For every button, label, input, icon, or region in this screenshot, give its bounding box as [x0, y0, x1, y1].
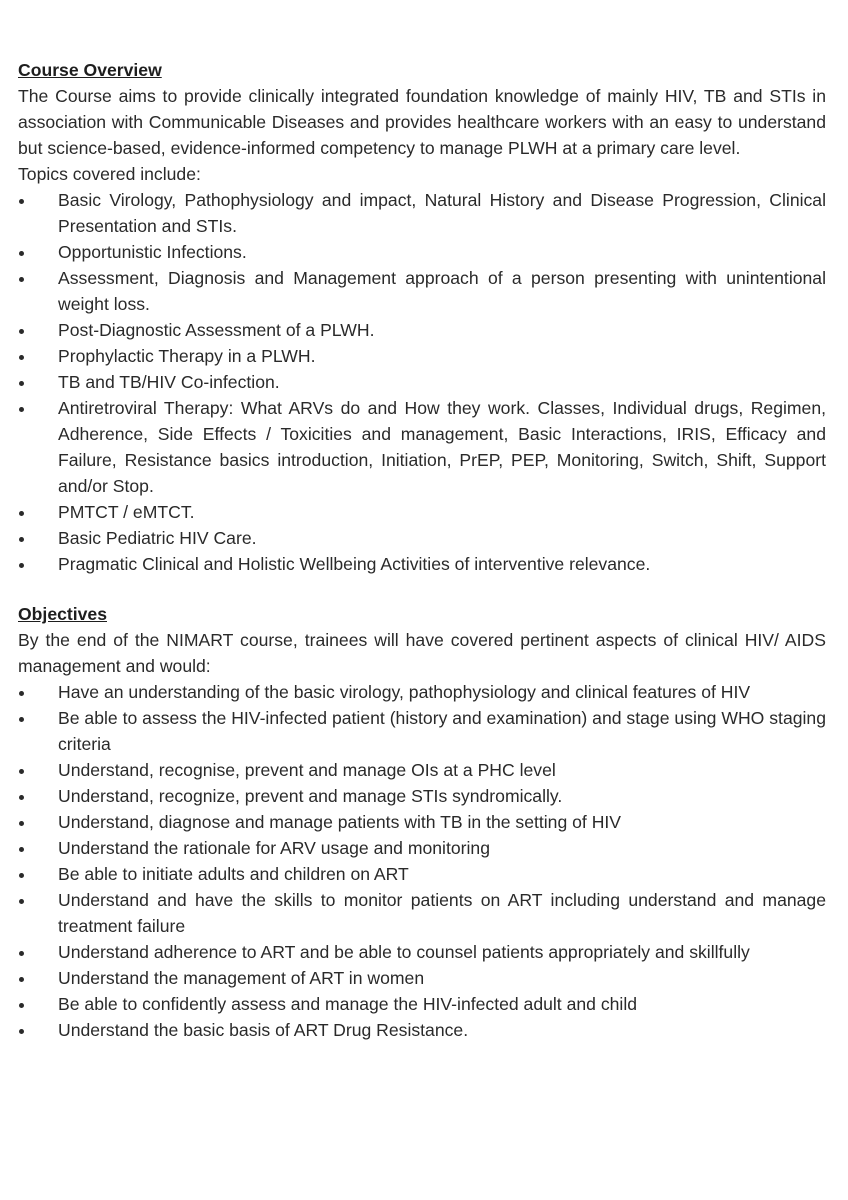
- bullet-icon: [19, 381, 24, 386]
- objective-text: Have an understanding of the basic virology, pathophysiology and clinical features of HIV: [58, 682, 751, 702]
- bullet-icon: [19, 951, 24, 956]
- topic-text: Prophylactic Therapy in a PLWH.: [58, 346, 316, 366]
- bullet-icon: [19, 769, 24, 774]
- objective-item: [18, 757, 826, 783]
- bullet-icon: [19, 277, 24, 282]
- objectives-section: [18, 601, 826, 1043]
- objective-text: Be able to confidently assess and manage the HIV-infected adult and child: [58, 994, 638, 1014]
- bullet-icon: [19, 329, 24, 334]
- objectives-intro: By the end of the NIMART course, trainees will have covered pertinent aspects of clinical HIV/ AIDS management and would:: [18, 630, 826, 676]
- topic-text: Basic Pediatric HIV Care.: [58, 528, 257, 548]
- bullet-icon: [19, 251, 24, 256]
- topic-text: PMTCT / eMTCT.: [58, 502, 195, 522]
- topic-text: Assessment, Diagnosis and Management approach of a person presenting with unintentional weight loss.: [58, 268, 826, 314]
- topic-item: [18, 265, 826, 317]
- objective-text: Understand adherence to ART and be able to counsel patients appropriately and skillfully: [58, 942, 750, 962]
- bullet-icon: [19, 1029, 24, 1034]
- bullet-icon: [19, 717, 24, 722]
- topic-item: [18, 499, 826, 525]
- bullet-icon: [19, 847, 24, 852]
- objective-item: [18, 1017, 826, 1043]
- objective-item: [18, 705, 826, 757]
- document-page: [18, 57, 826, 1043]
- bullet-icon: [19, 691, 24, 696]
- bullet-icon: [19, 977, 24, 982]
- bullet-icon: [19, 873, 24, 878]
- topic-item: [18, 343, 826, 369]
- bullet-icon: [19, 563, 24, 568]
- course-overview-heading: Course Overview: [18, 60, 162, 80]
- bullet-icon: [19, 199, 24, 204]
- topics-list: [18, 187, 826, 577]
- objective-item: [18, 991, 826, 1017]
- course-overview-section: [18, 57, 826, 577]
- objective-item: [18, 939, 826, 965]
- bullet-icon: [19, 821, 24, 826]
- objective-text: Understand, recognise, prevent and manage OIs at a PHC level: [58, 760, 556, 780]
- topic-text: Basic Virology, Pathophysiology and impact, Natural History and Disease Progression, Clinical Presentation and STIs.: [58, 190, 826, 236]
- bullet-icon: [19, 355, 24, 360]
- objective-text: Understand the rationale for ARV usage and monitoring: [58, 838, 490, 858]
- topic-text: Pragmatic Clinical and Holistic Wellbeing Activities of interventive relevance.: [58, 554, 651, 574]
- objective-item: [18, 809, 826, 835]
- topic-item: [18, 551, 826, 577]
- objective-text: Understand, recognize, prevent and manage STIs syndromically.: [58, 786, 563, 806]
- objective-item: [18, 965, 826, 991]
- topic-item: [18, 525, 826, 551]
- bullet-icon: [19, 407, 24, 412]
- course-overview-description: The Course aims to provide clinically integrated foundation knowledge of mainly HIV, TB and STIs in association with Communicable Diseases and provides healthcare workers with an easy to understand but science-based, evidence-informed competency to manage PLWH at a primary care level.: [18, 86, 826, 158]
- objective-item: [18, 887, 826, 939]
- objective-item: [18, 835, 826, 861]
- objective-text: Understand the basic basis of ART Drug Resistance.: [58, 1020, 469, 1040]
- objectives-heading: Objectives: [18, 604, 107, 624]
- topic-text: Antiretroviral Therapy: What ARVs do and How they work. Classes, Individual drugs, Regimen, Adherence, Side Effects / Toxicities and management, Basic Interactions, IRIS, Efficacy and Failure, Resistance basics introduction, Initiation, PrEP, PEP, Monitoring, Switch, Shift, Support and/or Stop.: [58, 398, 826, 496]
- topic-item: [18, 187, 826, 239]
- topic-text: Opportunistic Infections.: [58, 242, 247, 262]
- objective-text: Be able to initiate adults and children on ART: [58, 864, 409, 884]
- topic-text: Post-Diagnostic Assessment of a PLWH.: [58, 320, 375, 340]
- objective-text: Be able to assess the HIV-infected patient (history and examination) and stage using WHO staging criteria: [58, 708, 826, 754]
- objective-item: [18, 861, 826, 887]
- topics-intro: Topics covered include:: [18, 164, 201, 184]
- topic-text: TB and TB/HIV Co-infection.: [58, 372, 280, 392]
- bullet-icon: [19, 1003, 24, 1008]
- objective-item: [18, 783, 826, 809]
- topic-item: [18, 317, 826, 343]
- topic-item: [18, 369, 826, 395]
- objective-text: Understand, diagnose and manage patients with TB in the setting of HIV: [58, 812, 622, 832]
- objective-text: Understand the management of ART in women: [58, 968, 425, 988]
- bullet-icon: [19, 899, 24, 904]
- topic-item: [18, 395, 826, 499]
- topic-item: [18, 239, 826, 265]
- objectives-list: [18, 679, 826, 1043]
- bullet-icon: [19, 795, 24, 800]
- bullet-icon: [19, 511, 24, 516]
- objective-item: [18, 679, 826, 705]
- objective-text: Understand and have the skills to monitor patients on ART including understand and manage treatment failure: [58, 890, 826, 936]
- bullet-icon: [19, 537, 24, 542]
